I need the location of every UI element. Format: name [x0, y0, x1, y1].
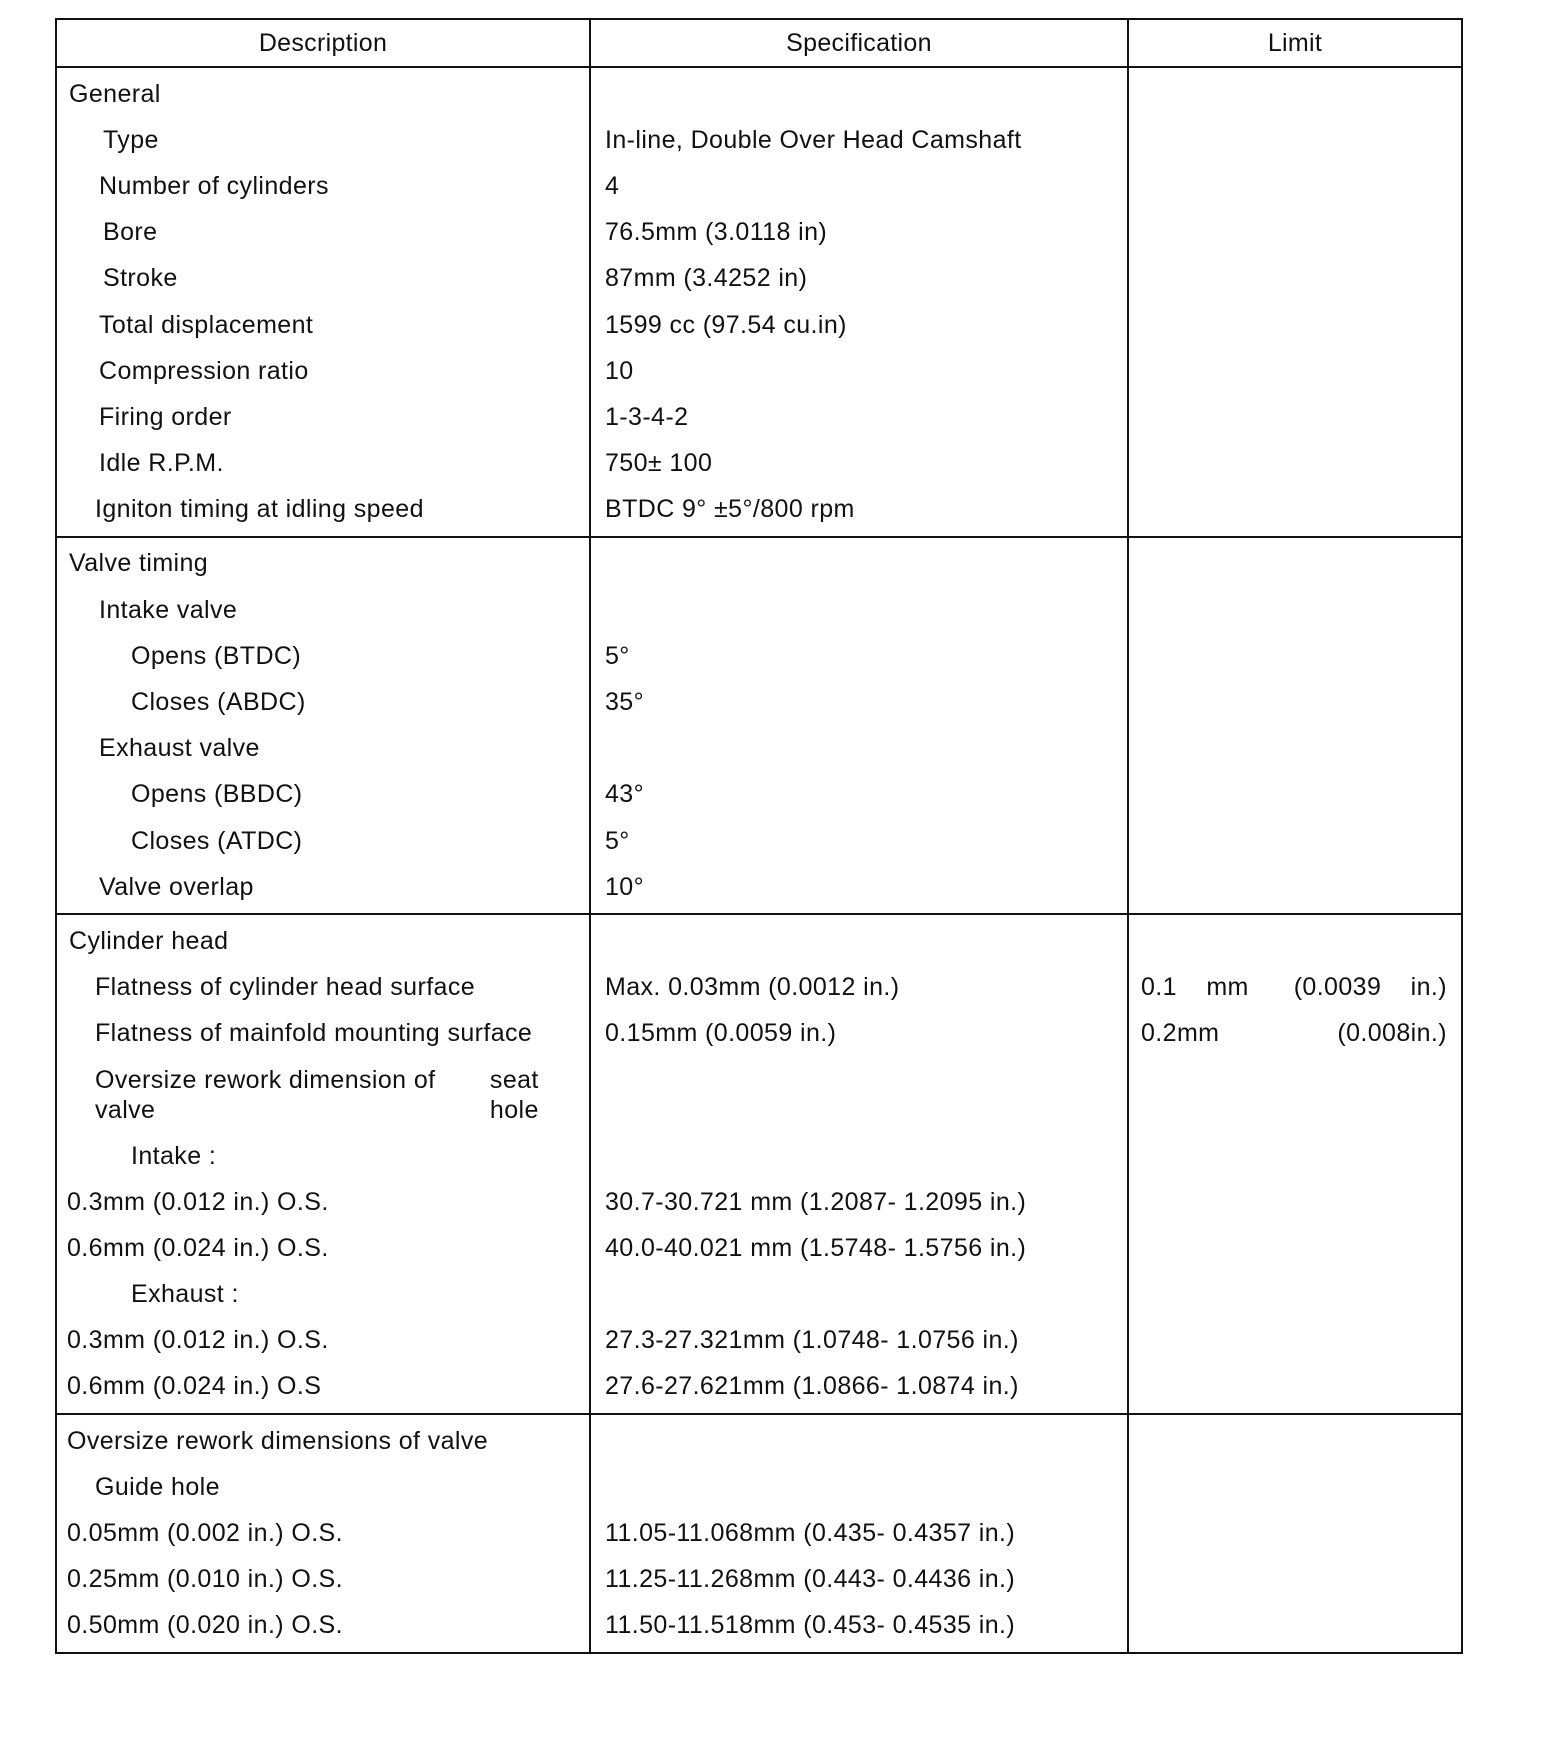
header-limit: Limit — [1267, 28, 1323, 57]
row-spec-empty — [591, 1272, 1127, 1318]
row-spec: 76.5mm (3.0118 in) — [605, 218, 828, 247]
section-valve-guide — [57, 1415, 1461, 1652]
row-spec-empty — [591, 1418, 1127, 1464]
row-spec: Max. 0.03mm (0.0012 in.) — [605, 973, 900, 1002]
row-label: Exhaust valve — [99, 734, 260, 763]
row-spec: 5° — [605, 826, 630, 855]
row-label: Guide hole — [95, 1472, 220, 1501]
limit-value: 0.1 mm — [1141, 973, 1249, 1002]
section-title: Cylinder head — [69, 926, 229, 955]
valve-timing-description-column — [57, 538, 591, 914]
row-spec: 750± 100 — [605, 449, 713, 478]
valve-timing-spec-column — [591, 538, 1129, 914]
row-spec: 1599 cc (97.54 cu.in) — [605, 310, 847, 339]
section-title: Valve timing — [69, 549, 209, 578]
row-spec: 10 — [605, 356, 634, 385]
row-label: 0.3mm (0.012 in.) O.S. — [67, 1187, 329, 1216]
section-title: General — [69, 79, 161, 108]
row-label: Closes (ATDC) — [131, 826, 303, 855]
row-label: Flatness of mainfold mounting surface — [95, 1019, 533, 1048]
row-label: Total displacement — [99, 310, 314, 339]
row-label: Bore — [103, 218, 158, 247]
row-label: 0.50mm (0.020 in.) O.S. — [67, 1611, 343, 1640]
limit-value-inches: (0.008in.) — [1337, 1019, 1447, 1048]
row-label: 0.6mm (0.024 in.) O.S — [67, 1372, 322, 1401]
row-label: 0.3mm (0.012 in.) O.S. — [67, 1326, 329, 1355]
valve-guide-spec-column — [591, 1415, 1129, 1652]
row-label: 0.05mm (0.002 in.) O.S. — [67, 1519, 343, 1548]
row-label: Opens (BTDC) — [131, 641, 302, 670]
row-spec: 87mm (3.4252 in) — [605, 264, 808, 293]
row-spec: In-line, Double Over Head Camshaft — [605, 125, 1022, 154]
row-label-multiline — [57, 1057, 589, 1133]
row-label: Opens (BBDC) — [131, 780, 303, 809]
engine-spec-table — [55, 18, 1463, 1654]
row-label: Intake : — [131, 1141, 217, 1170]
cylinder-head-limit-column — [1129, 915, 1461, 1413]
general-limit-column — [1129, 68, 1461, 536]
section-valve-timing — [57, 538, 1461, 916]
row-spec: 11.50-11.518mm (0.453- 0.4535 in.) — [605, 1611, 1016, 1640]
row-label: Closes (ABDC) — [131, 688, 306, 717]
general-spec-column — [591, 68, 1129, 536]
row-label: Intake valve — [99, 595, 238, 624]
section-title: Oversize rework dimensions of valve — [67, 1426, 489, 1455]
row-spec: BTDC 9° ±5°/800 rpm — [605, 495, 855, 524]
row-label: Valve overlap — [99, 872, 254, 901]
row-spec: 0.15mm (0.0059 in.) — [605, 1019, 837, 1048]
row-label: Stroke — [103, 264, 178, 293]
table-header — [57, 20, 1461, 68]
row-spec-empty — [591, 71, 1127, 117]
cylinder-head-description-column — [57, 915, 591, 1413]
section-general — [57, 68, 1461, 538]
row-label: Exhaust : — [131, 1280, 239, 1309]
row-spec: 5° — [605, 641, 630, 670]
row-spec: 11.25-11.268mm (0.443- 0.4436 in.) — [605, 1565, 1016, 1594]
row-spec-empty — [591, 1464, 1127, 1510]
row-label: 0.25mm (0.010 in.) O.S. — [67, 1565, 343, 1594]
row-spec-empty — [591, 726, 1127, 772]
section-cylinder-head — [57, 915, 1461, 1415]
limit-value-inches: (0.0039 in.) — [1293, 973, 1447, 1002]
limit-value: 0.2mm — [1141, 1019, 1220, 1048]
row-spec: 40.0-40.021 mm (1.5748- 1.5756 in.) — [605, 1233, 1027, 1262]
row-spec: 27.6-27.621mm (1.0866- 1.0874 in.) — [605, 1372, 1019, 1401]
row-label: Firing order — [99, 402, 232, 431]
row-limit — [1129, 1011, 1461, 1057]
row-spec: 27.3-27.321mm (1.0748- 1.0756 in.) — [605, 1326, 1019, 1355]
row-spec: 10° — [605, 872, 645, 901]
row-spec: 43° — [605, 780, 645, 809]
row-limit-empty — [1129, 918, 1461, 964]
row-label: Idle R.P.M. — [99, 449, 224, 478]
row-spec-empty — [591, 1133, 1127, 1179]
valve-guide-description-column — [57, 1415, 591, 1652]
row-label: Number of cylinders — [99, 171, 329, 200]
row-spec: 1-3-4-2 — [605, 402, 689, 431]
row-spec-empty — [591, 587, 1127, 633]
row-spec-empty — [591, 1057, 1127, 1133]
header-description: Description — [57, 20, 591, 66]
row-label: Type — [103, 125, 159, 154]
valve-timing-limit-column — [1129, 538, 1461, 914]
row-label-line: Oversize rework dimension of valve — [95, 1065, 436, 1124]
row-label-line: seat hole — [489, 1065, 539, 1124]
general-description-column — [57, 68, 591, 536]
row-spec-empty — [591, 541, 1127, 587]
cylinder-head-spec-column — [591, 915, 1129, 1413]
row-limit — [1129, 965, 1461, 1011]
row-label: 0.6mm (0.024 in.) O.S. — [67, 1233, 329, 1262]
row-spec-empty — [591, 918, 1127, 964]
valve-guide-limit-column — [1129, 1415, 1461, 1652]
row-spec: 11.05-11.068mm (0.435- 0.4357 in.) — [605, 1519, 1016, 1548]
row-spec: 4 — [605, 171, 620, 200]
row-label: Igniton timing at idling speed — [95, 495, 424, 524]
row-spec: 30.7-30.721 mm (1.2087- 1.2095 in.) — [605, 1187, 1027, 1216]
row-label: Flatness of cylinder head surface — [95, 973, 476, 1002]
row-spec: 35° — [605, 688, 645, 717]
header-specification: Specification — [591, 20, 1129, 66]
row-label: Compression ratio — [99, 356, 309, 385]
